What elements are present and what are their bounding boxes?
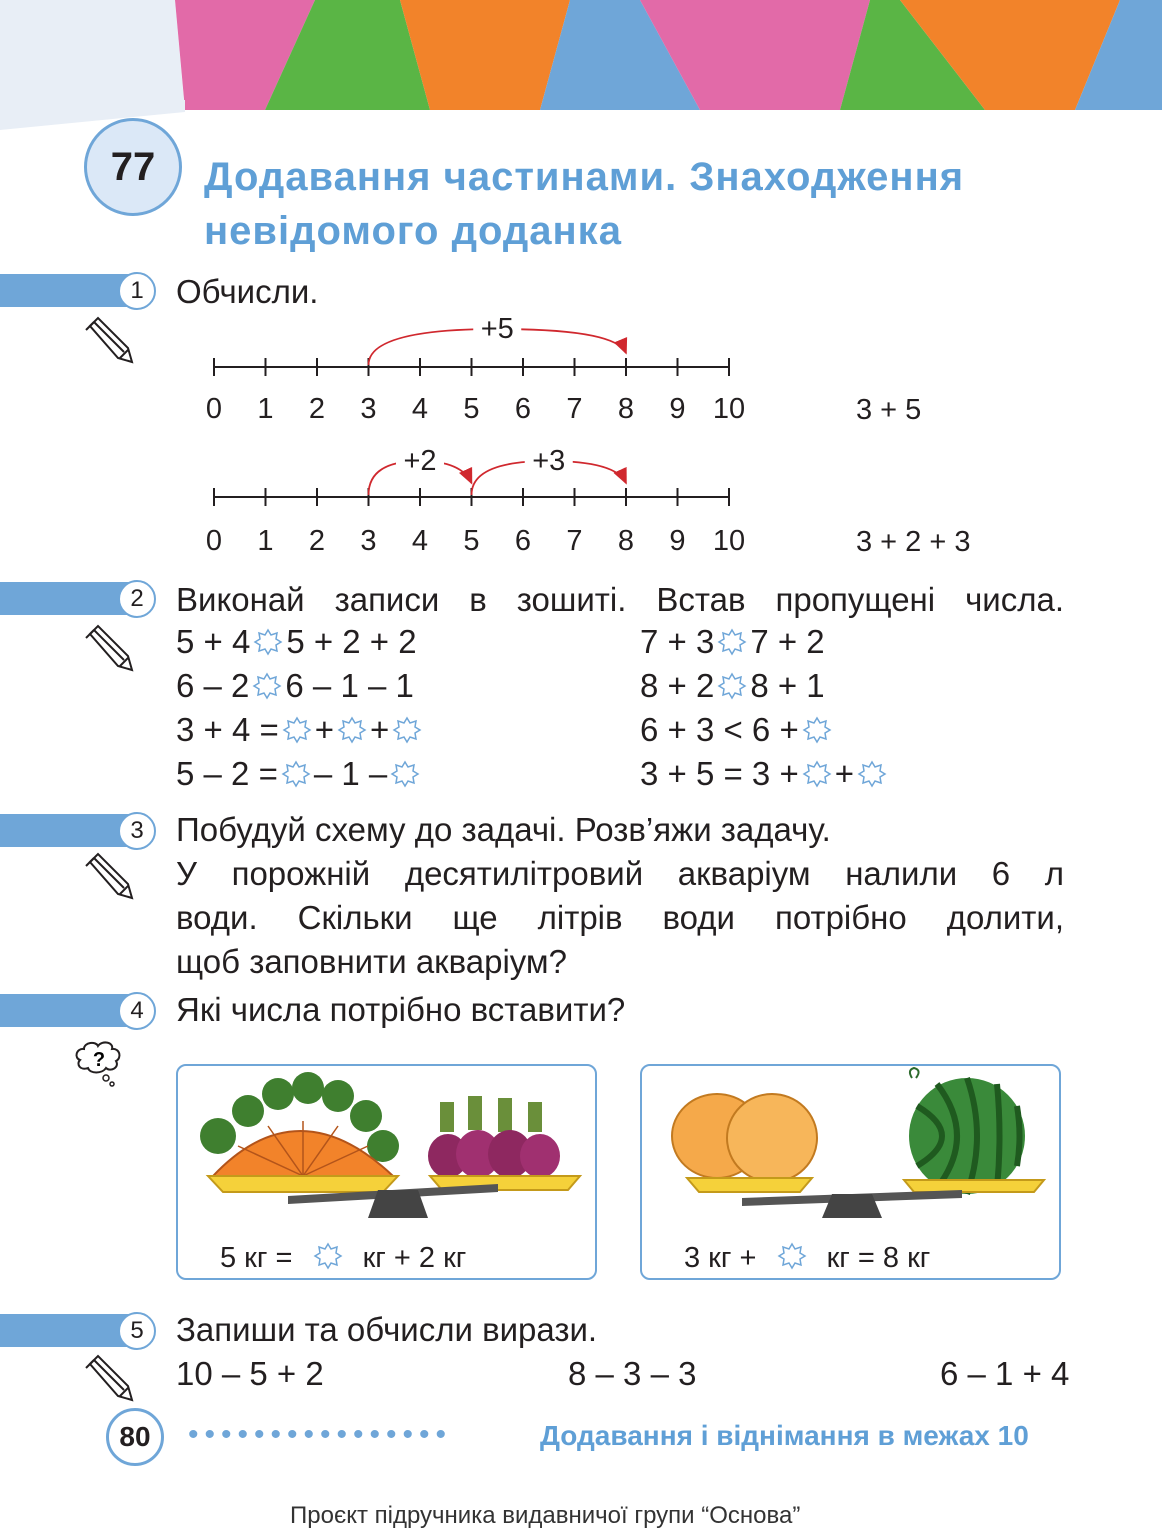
blank-star-icon[interactable] <box>802 712 832 742</box>
tick-label: 8 <box>617 525 635 557</box>
tick-label: 0 <box>205 393 223 425</box>
footer-section-title: Додавання і віднімання в межах 10 <box>540 1420 1029 1451</box>
eq-right: кг + 2 кг <box>362 1242 467 1274</box>
expr: 3 + 4 = <box>176 711 279 748</box>
blank-star-icon[interactable] <box>717 668 747 698</box>
expr: 7 + 2 <box>750 623 825 660</box>
task5-expr-2: 8 – 3 – 3 <box>568 1355 697 1392</box>
task1-number: 1 <box>118 272 156 310</box>
blank-star-icon[interactable] <box>252 668 282 698</box>
tick-label: 2 <box>308 525 326 557</box>
tick-label: 10 <box>712 525 746 557</box>
task5-number: 5 <box>118 1312 156 1350</box>
tick-label: 5 <box>463 525 480 557</box>
tick-label: 9 <box>669 525 686 557</box>
expr: 8 + 2 <box>640 667 715 704</box>
tick-label: 4 <box>411 393 429 425</box>
jump-label: +5 <box>480 313 514 345</box>
scale-box-vegetables <box>176 1064 597 1280</box>
task2-left-row2 <box>176 664 414 708</box>
task3-text-line2: води. Скільки ще літрів води потрібно долити, <box>176 899 1064 936</box>
eq-left: 3 кг + <box>684 1242 757 1274</box>
page-number: 80 <box>106 1408 164 1466</box>
expr: 6 + 3 < 6 + <box>640 711 799 748</box>
expr: 6 – 1 – 1 <box>285 667 414 704</box>
task5-expr-3: 6 – 1 + 4 <box>940 1355 1070 1392</box>
eq-right: кг = 8 кг <box>826 1242 931 1274</box>
tick-label: 3 <box>360 393 377 425</box>
tick-label: 1 <box>257 525 274 557</box>
task3-instruction: Побудуй схему до задачі. Розв’яжи задачу. <box>176 811 831 848</box>
scale1-equation <box>220 1236 466 1280</box>
tick-label: 9 <box>669 393 686 425</box>
expr: 7 + 3 <box>640 623 715 660</box>
task3-number: 3 <box>118 812 156 850</box>
task2-right-row1 <box>640 620 825 664</box>
lesson-number: 77 <box>84 118 182 216</box>
task2-right-row3 <box>640 708 835 752</box>
tick-label: 5 <box>463 393 480 425</box>
task2-right-row2 <box>640 664 825 708</box>
number-line-2 <box>206 443 745 557</box>
scale-melons-illustration <box>642 1066 1059 1226</box>
expr: 5 + 4 <box>176 623 251 660</box>
tick-label: 1 <box>257 393 274 425</box>
scale-vegetables-illustration <box>178 1066 595 1226</box>
lesson-title-line1: Додавання частинами. Знаходження <box>204 155 965 199</box>
svg-text:?: ? <box>92 1049 106 1071</box>
expr: 8 + 1 <box>750 667 825 704</box>
pencil-icon <box>84 624 134 674</box>
op: + <box>834 755 854 792</box>
tick-label: 6 <box>514 393 532 425</box>
scale-box-melons <box>640 1064 1061 1280</box>
blank-star-icon[interactable] <box>802 756 832 786</box>
blank-star-icon[interactable] <box>282 712 312 742</box>
number-lines <box>200 310 760 560</box>
op: – 1 – <box>313 755 388 792</box>
task2-left-row1 <box>176 620 417 664</box>
scale2-equation <box>684 1236 930 1280</box>
expr: 6 – 2 <box>176 667 250 704</box>
tick-label: 10 <box>712 393 746 425</box>
task5-instruction: Запиши та обчисли вирази. <box>176 1311 598 1348</box>
footer-credit: Проєкт підручника видавничої групи “Основа” <box>290 1502 801 1529</box>
lesson-title-line2: невідомого доданка <box>204 209 622 253</box>
expr: 3 + 5 = 3 + <box>640 755 799 792</box>
blank-star-icon[interactable] <box>253 624 283 654</box>
task2-instruction: Виконай записи в зошиті. Встав пропущені числа. <box>176 581 1064 618</box>
footer-dots: •••••••••••••••• <box>188 1418 453 1451</box>
task2-left-row3 <box>176 708 425 752</box>
op: + <box>370 711 390 748</box>
blank-star-icon[interactable] <box>390 756 420 786</box>
task3-text-line1: У порожній десятилітровий акваріум налили 6 л <box>176 855 1064 892</box>
tick-label: 6 <box>514 525 532 557</box>
tick-label: 8 <box>617 393 635 425</box>
op: + <box>314 711 335 748</box>
lesson-title <box>204 150 964 258</box>
task1-expression-2: 3 + 2 + 3 <box>856 526 971 558</box>
blank-star-icon[interactable] <box>717 624 747 654</box>
tick-label: 4 <box>411 525 429 557</box>
thinking-question-icon <box>72 1040 128 1088</box>
pencil-icon <box>84 1354 134 1404</box>
task5-expr-1: 10 – 5 + 2 <box>176 1355 324 1392</box>
tick-label: 7 <box>566 525 583 557</box>
task3-text-line3: щоб заповнити акваріум? <box>176 943 567 980</box>
task2-left-row4 <box>176 752 423 796</box>
blank-star-icon[interactable] <box>337 712 367 742</box>
blank-star-icon[interactable] <box>777 1240 807 1270</box>
task1-expression-1: 3 + 5 <box>856 394 922 426</box>
task2-number: 2 <box>118 580 156 618</box>
blank-star-icon[interactable] <box>313 1240 343 1270</box>
task4-instruction: Які числа потрібно вставити? <box>176 991 626 1028</box>
blank-star-icon[interactable] <box>281 756 311 786</box>
task2-right-row4 <box>640 752 890 796</box>
pencil-icon <box>84 852 134 902</box>
jump-label: +3 <box>532 445 566 477</box>
tick-label: 3 <box>360 525 377 557</box>
task4-number: 4 <box>118 992 156 1030</box>
tick-label: 7 <box>566 393 583 425</box>
jump-label: +2 <box>403 445 437 477</box>
task1-instruction: Обчисли. <box>176 273 319 310</box>
decorative-banner <box>0 0 1162 112</box>
expr: 5 – 2 = <box>176 755 278 792</box>
tick-label: 0 <box>205 525 223 557</box>
blank-star-icon[interactable] <box>392 712 422 742</box>
pencil-icon <box>84 316 134 366</box>
expr: 5 + 2 + 2 <box>286 623 417 660</box>
eq-left: 5 кг = <box>220 1242 293 1274</box>
tick-label: 2 <box>308 393 326 425</box>
blank-star-icon[interactable] <box>857 756 887 786</box>
number-line-1 <box>206 311 745 425</box>
